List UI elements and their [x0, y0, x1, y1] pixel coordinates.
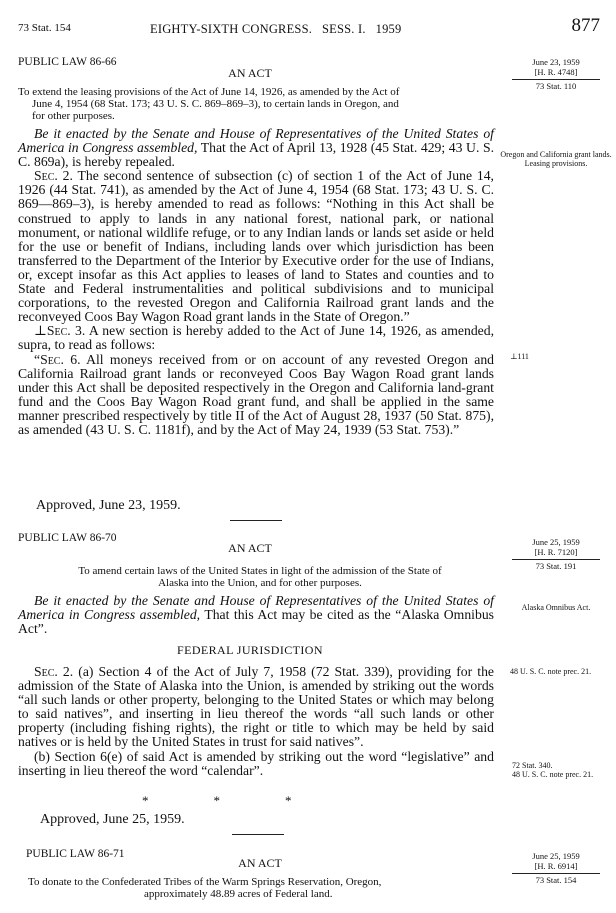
law1-margin-rule [512, 79, 600, 80]
law2-section-2a [18, 665, 494, 750]
law2-margin-note2: 48 U. S. C. note prec. 21. [510, 667, 592, 676]
law3-title [28, 876, 498, 900]
law2-sec2-text: (a) Section 4 of the Act of July 7, 1958 (72 Stat. 339), providing for the admission of the State of Alaska into the Union, is amended by striking out the words “all such lands or other property, belonging to the United States or which may belong to said natives”, and inserting in lieu thereof the words “all such lands or other property (including fishing rights), the right or title to which may be held by said natives or is held by the United States in trust for said natives”. [18, 664, 494, 750]
law1-title-line2: June 4, 1954 (68 Stat. 173; 43 U. S. C. 869–869–3), to certain lands in Oregon, and [32, 98, 399, 110]
law1-end-rule [230, 520, 282, 521]
law1-number: PUBLIC LAW 86-66 [18, 56, 117, 68]
header-title: EIGHTY-SIXTH CONGRESS. SESS. I. 1959 [150, 22, 402, 36]
header-stat-ref: 73 Stat. 154 [18, 22, 71, 34]
law1-title [18, 86, 488, 122]
law2-title [30, 565, 490, 589]
law2-margin-rule [512, 559, 600, 560]
law2-sec2-label: Sec. 2. [34, 664, 74, 679]
law2-heading: FEDERAL JURISDICTION [177, 643, 323, 657]
law1-sec2-label: Sec. 2. [34, 168, 73, 184]
law1-approved: Approved, June 23, 1959. [36, 498, 181, 513]
law3-act-heading: AN ACT [238, 856, 282, 870]
law2-margin-note: Alaska Omnibus Act. [521, 603, 591, 612]
law2-section-2b: (b) Section 6(e) of said Act is amended by striking out the word “legislative” and inserting in lieu thereof the word “calendar”. [18, 748, 494, 778]
law2-number: PUBLIC LAW 86-70 [18, 532, 117, 544]
law2-enacting [18, 594, 494, 636]
law1-margin-note: Oregon and California grant lands. Leasing provisions. [500, 150, 612, 168]
law2-margin-date: June 25, 1959 [532, 537, 580, 547]
law2-enacting-italic: Be it enacted by the Senate and House of Representatives of the United States of America in Congress assembled, [18, 593, 494, 623]
law2-act-heading: AN ACT [228, 541, 272, 555]
law1-text [18, 127, 494, 437]
law2-text [18, 665, 494, 778]
law3-margin-bill: [H. R. 6914] [534, 860, 578, 871]
law3-margin-citation [506, 852, 606, 886]
law1-title-line3: for other purposes. [32, 110, 115, 122]
law2-margin-note3 [506, 761, 616, 779]
law2-margin-bill: [H. R. 7120] [534, 546, 578, 557]
law3-title-line2: approximately 48.89 acres of Federal land. [144, 888, 333, 900]
law2-margin-note3-line1: 72 Stat. 340. [512, 761, 553, 770]
law2-margin-note3-line2: 48 U. S. C. note prec. 21. [512, 770, 594, 779]
law1-enacting-clause [18, 127, 494, 169]
law1-section-6-quote [18, 353, 494, 438]
law2-margin-stat: 73 Stat. 191 [535, 561, 577, 571]
law2-title-line1: To amend certain laws of the United States in light of the admission of the State of [78, 565, 442, 577]
law3-title-line1: To donate to the Confederated Tribes of the Warm Springs Reservation, Oregon, [28, 876, 382, 888]
law2-enacting-rest: That this Act may be cited as the “Alaska Omnibus Act”. [18, 607, 494, 637]
law2-enacting-clause [18, 594, 494, 636]
law1-act-heading: AN ACT [228, 66, 272, 80]
law2-title-line2: Alaska into the Union, and for other purposes. [158, 577, 362, 589]
law1-margin-bill: [H. R. 4748] [534, 66, 578, 77]
page-number: 877 [571, 15, 600, 36]
law1-margin-date: June 23, 1959 [532, 57, 580, 67]
law1-sec2-text: The second sentence of subsection (c) of section 1 of the Act of June 14, 1926 (44 Stat. 741), as amended by the Act of June 4, 1954 (68 Stat. 173; 43 U. S. C. 869—869–3), is hereby amended to read as follows: “Nothing in this Act shall be construed to apply to lands in any national forest, national park, or national monument, or national wildlife refuge, or to any Indian lands or lands set aside or held for the use or benefit of Indians, including lands over which jurisdiction has been transferred to the Department of the Interior by Executive order for the use of Indians, or, except insofar as this Act applies to leases of land to States and counties and to State and Federal instrumentalities and political subdivisions and to municipal corporations, to the revested Oregon and California Railroad grant lands and the reconveyed Coos Bay Wagon Road grant lands in the State of Oregon.” [18, 168, 494, 325]
law2-end-rule [232, 834, 284, 835]
law1-sec6-label: “Sec. 6. [34, 351, 81, 367]
law3-margin-rule [512, 873, 600, 874]
law1-margin-citation [506, 58, 606, 92]
law1-enacting-italic: Be it enacted by the Senate and House of Representatives of the United States of America in Congress assembled, [18, 126, 494, 156]
law1-section-2 [18, 169, 494, 324]
law3-margin-date: June 25, 1959 [532, 851, 580, 861]
law2-margin-citation [506, 538, 606, 572]
law1-margin-stat: 73 Stat. 110 [535, 81, 577, 91]
law2-approved: Approved, June 25, 1959. [40, 812, 185, 827]
law1-section-3 [18, 324, 494, 352]
law3-number: PUBLIC LAW 86-71 [26, 848, 125, 860]
law1-sec3-label: ⊥Sec. 3. [34, 323, 86, 339]
law3-margin-stat: 73 Stat. 154 [535, 875, 577, 885]
law1-enacting-rest: That the Act of April 13, 1928 (45 Stat. 429; 43 U. S. C. 869a), is hereby repealed. [18, 140, 494, 170]
law1-title-line1: To extend the leasing provisions of the Act of June 14, 1926, as amended by the Act of [18, 86, 400, 98]
law1-sec6-text: All moneys received from or on account of any revested Oregon and California Railroad grant lands or reconveyed Coos Bay Wagon Road grant lands under this Act shall be deposited respectively in the Oregon and California land-grant fund and the Coos Bay Wagon Road grant fund, and shall be applied in the same manner prescribed respectively by title II of the Act of August 28, 1937 (50 Stat. 875), as amended (43 U. S. C. 1181f), and by the Act of May 24, 1939 (53 Stat. 753).” [18, 351, 495, 437]
law2-omission-stars: * * * [142, 793, 292, 808]
law1-margin-111: ⊥111 [510, 352, 529, 361]
law1-sec3-text: A new section is hereby added to the Act of June 14, 1926, as amended, supra, to read as follows: [18, 323, 495, 353]
